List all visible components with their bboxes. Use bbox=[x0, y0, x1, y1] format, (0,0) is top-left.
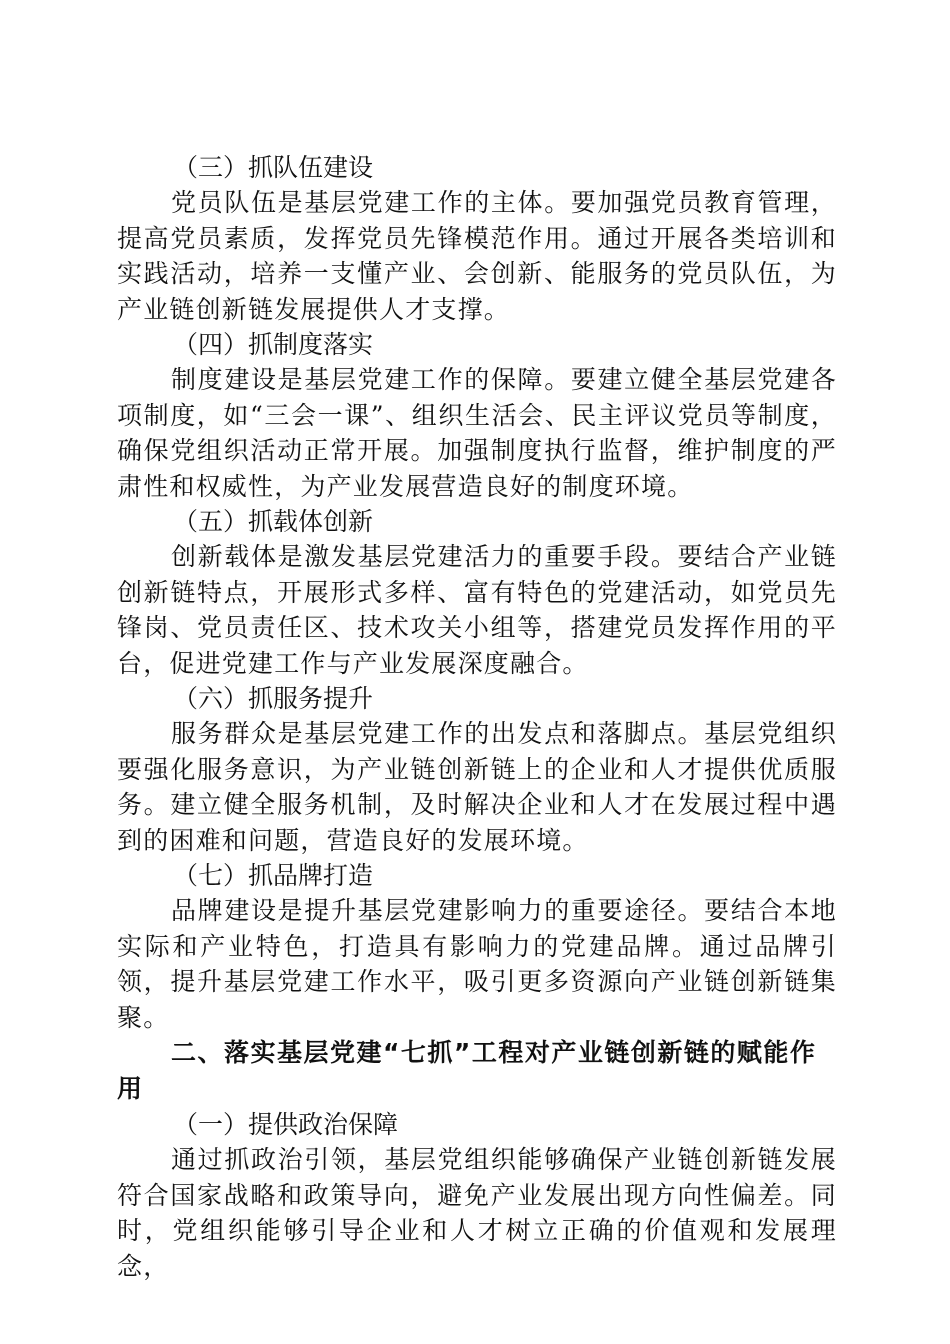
section-heading-service-improvement: （六）抓服务提升 bbox=[173, 684, 374, 713]
section-heading-carrier-innovation: （五）抓载体创新 bbox=[173, 507, 374, 536]
paragraph-system-implementation: 制度建设是基层党建工作的保障。要建立健全基层党建各项制度，如“三会一课”、组织生活会、民主评议党员等制度，确保党组织活动正常开展。加强制度执行监督，维护制度的严肃性和权威性，为产业发展营造良好的制度环境。 bbox=[117, 365, 837, 501]
section-heading-team-building: （三）抓队伍建设 bbox=[173, 153, 374, 182]
paragraph-service-improvement: 服务群众是基层党建工作的出发点和落脚点。基层党组织要强化服务意识，为产业链创新链上的企业和人才提供优质服务。建立健全服务机制，及时解决企业和人才在发展过程中遇到的困难和问题，营造良好的发展环境。 bbox=[117, 719, 837, 855]
chapter-heading-empowerment: 二、落实基层党建“七抓”工程对产业链创新链的赋能作用 bbox=[117, 1038, 817, 1103]
paragraph-carrier-innovation: 创新载体是激发基层党建活力的重要手段。要结合产业链创新链特点，开展形式多样、富有特色的党建活动，如党员先锋岗、党员责任区、技术攻关小组等，搭建党员发挥作用的平台，促进党建工作与产业发展深度融合。 bbox=[117, 542, 837, 678]
section-heading-brand-building: （七）抓品牌打造 bbox=[173, 861, 374, 890]
paragraph-brand-building: 品牌建设是提升基层党建影响力的重要途径。要结合本地实际和产业特色，打造具有影响力的党建品牌。通过品牌引领，提升基层党建工作水平，吸引更多资源向产业链创新链集聚。 bbox=[117, 896, 837, 1032]
document-body bbox=[117, 150, 837, 1284]
section-heading-political-guarantee: （一）提供政治保障 bbox=[173, 1110, 399, 1139]
section-heading-system-implementation: （四）抓制度落实 bbox=[173, 330, 374, 359]
paragraph-political-guarantee: 通过抓政治引领，基层党组织能够确保产业链创新链发展符合国家战略和政策导向，避免产业发展出现方向性偏差。同时，党组织能够引导企业和人才树立正确的价值观和发展理念， bbox=[117, 1145, 837, 1281]
paragraph-team-building: 党员队伍是基层党建工作的主体。要加强党员教育管理，提高党员素质，发挥党员先锋模范作用。通过开展各类培训和实践活动，培养一支懂产业、会创新、能服务的党员队伍，为产业链创新链发展提供人才支撑。 bbox=[117, 188, 837, 324]
